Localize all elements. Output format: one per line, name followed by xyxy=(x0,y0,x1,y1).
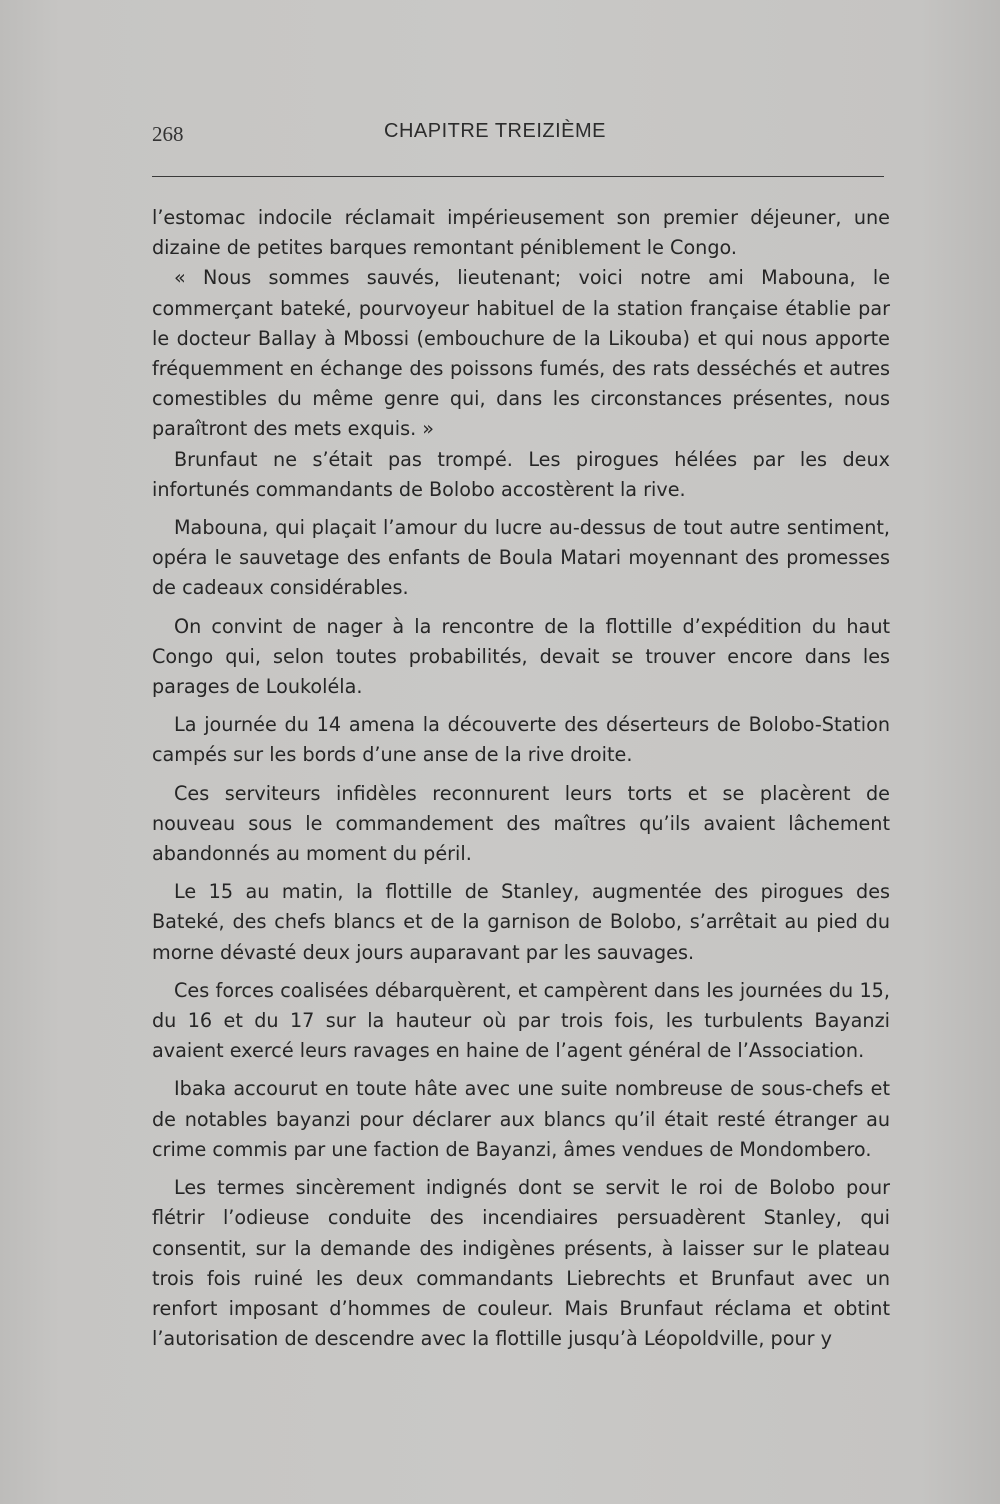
paragraph-2: « Nous sommes sauvés, lieutenant; voici notre ami Mabouna, le commerçant bateké, pourvoyeur habituel de la station française établie par le docteur Ballay à Mbossi (embouchure de la Likouba) et qui nous apporte fréquemment en échange des poissons fumés, des rats desséchés et autres comestibles du même genre qui, dans les circonstances présentes, nous paraîtront des mets exquis. » xyxy=(152,266,890,441)
page-body xyxy=(152,203,890,1354)
paragraph-5: On convint de nager à la rencontre de la flottille d’expédition du haut Congo qui, selon toutes probabilités, devait se trouver encore dans les parages de Loukoléla. xyxy=(152,614,890,699)
paragraph-9: Ces forces coalisées débarquèrent, et campèrent dans les journées du 15, du 16 et du 17 sur la hauteur où par trois fois, les turbulents Bayanzi avaient exercé leurs ravages en haine de l’agent général de l’Association. xyxy=(152,978,890,1063)
paragraph-11: Les termes sincèrement indignés dont se servit le roi de Bolobo pour flétrir l’odieuse conduite des incendiaires persuadèrent Stanley, qui consentit, sur la demande des indigènes présents, à laisser sur le plateau trois fois ruiné les deux commandants Liebrechts et Brunfaut avec un renfort imposant d’hommes de couleur. Mais Brunfaut réclama et obtint l’autorisation de descendre avec la flottille jusqu’à Léopoldville, pour y xyxy=(152,1176,890,1351)
paragraph-6: La journée du 14 amena la découverte des déserteurs de Bolobo-Station campés sur les bords d’une anse de la rive droite. xyxy=(152,713,890,767)
running-head: CHAPITRE TREIZIÈME xyxy=(384,120,606,142)
page-number: 268 xyxy=(152,122,184,146)
paragraph-1: l’estomac indocile réclamait impérieusement son premier déjeuner, une dizaine de petites barques remontant péniblement le Congo. xyxy=(152,206,890,260)
paragraph-8: Le 15 au matin, la flottille de Stanley, augmentée des pirogues des Bateké, des chefs blancs et de la garnison de Bolobo, s’arrêtait au pied du morne dévasté deux jours auparavant par les sauvages. xyxy=(152,880,890,964)
paragraph-10: Ibaka accourut en toute hâte avec une suite nombreuse de sous-chefs et de notables bayanzi pour déclarer aux blancs qu’il était resté étranger au crime commis par une faction de Bayanzi, âmes vendues de Mondombero. xyxy=(152,1077,890,1161)
paragraph-3: Brunfaut ne s’était pas trompé. Les pirogues hélées par les deux infortunés commandants de Bolobo accostèrent la rive. xyxy=(152,447,890,501)
page-header xyxy=(152,116,886,146)
paragraph-7: Ces serviteurs infidèles reconnurent leurs torts et se placèrent de nouveau sous le commandement des maîtres qu’ils avaient lâchement abandonnés au moment du péril. xyxy=(152,781,890,866)
header-rule xyxy=(152,176,884,177)
paragraph-4: Mabouna, qui plaçait l’amour du lucre au-dessus de tout autre sentiment, opéra le sauvetage des enfants de Boula Matari moyennant des promesses de cadeaux considérables. xyxy=(152,516,890,600)
